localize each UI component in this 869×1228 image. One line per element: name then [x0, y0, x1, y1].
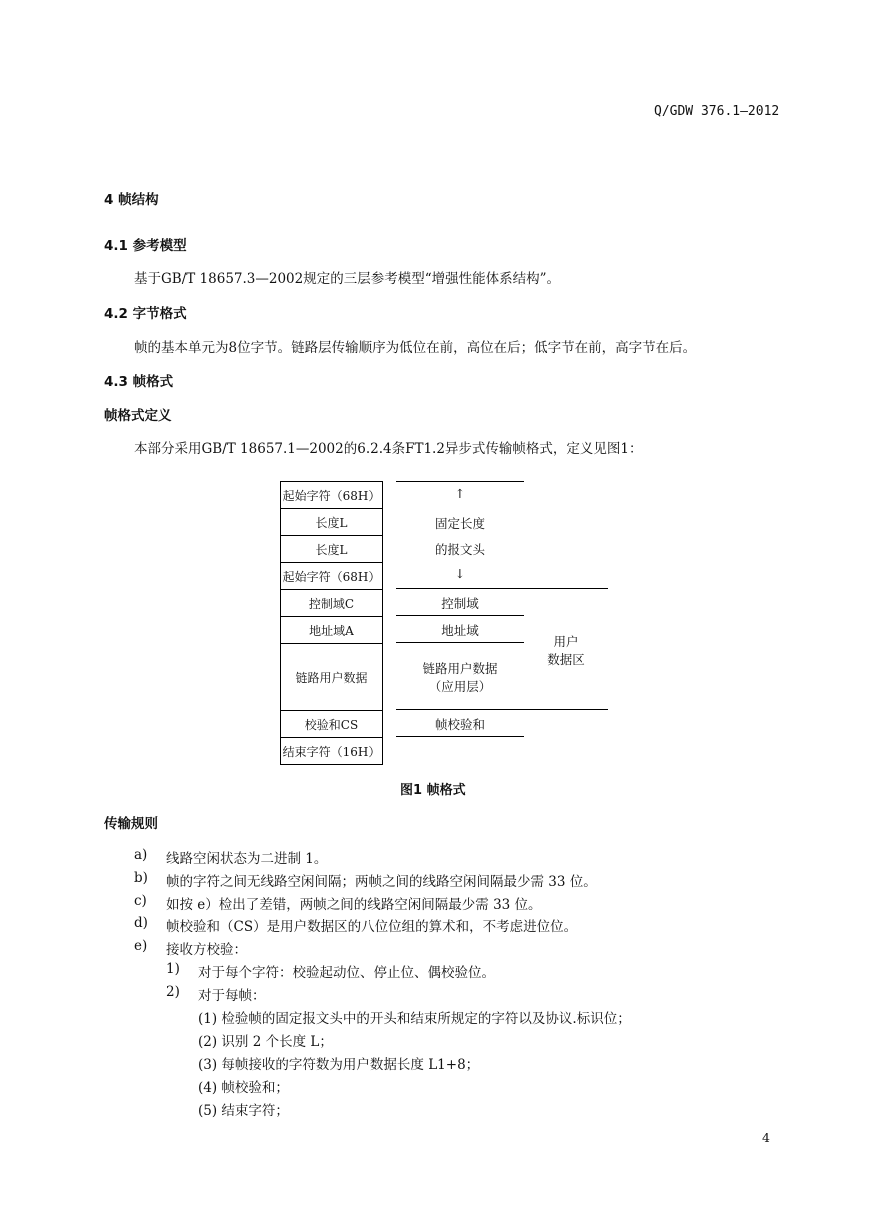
address-field-label: 地址域 — [441, 623, 479, 638]
bracket-line-checksum-end — [396, 736, 524, 737]
section-4-1-body: 基于GB/T 18657.3—2002规定的三层参考模型“增强性能体系结构”。 — [134, 271, 561, 287]
frame-definition-body: 本部分采用GB/T 18657.1—2002的6.2.4条FT1.2异步式传输帧格式，定义见图1： — [134, 441, 643, 457]
rule-a-text: 线路空闲状态为二进制 1。 — [166, 851, 328, 867]
rule-e-marker: e) — [134, 938, 148, 954]
rule-e-2-item-2: (2) 识别 2 个长度 L； — [198, 1034, 333, 1050]
rule-e-2-item-3: (3) 每帧接收的字符数为用户数据长度 L1+8； — [198, 1057, 480, 1073]
rule-d-marker: d) — [134, 915, 148, 931]
frame-cell-start-char-2: 起始字符（68H） — [281, 563, 382, 590]
fixed-length-label-line2: 的报文头 — [434, 542, 485, 557]
transmission-rules-title: 传输规则 — [104, 816, 158, 832]
rule-a-marker: a) — [134, 847, 148, 863]
section-4-title: 4 帧结构 — [104, 192, 159, 208]
bracket-line-address-end — [396, 642, 524, 643]
frame-definition-title: 帧格式定义 — [104, 408, 172, 424]
frame-cell-start-char-1: 起始字符（68H） — [281, 482, 382, 509]
frame-cell-length-1: 长度L — [281, 509, 382, 536]
figure-caption: 图1 帧格式 — [400, 783, 466, 798]
frame-cell-control: 控制域C — [281, 590, 382, 617]
frame-cell-checksum: 校验和CS — [281, 711, 382, 738]
bracket-line-header-end — [396, 588, 608, 589]
rule-e-2-item-1: (1) 检验帧的固定报文头中的开头和结束所规定的字符以及协议.标识位； — [198, 1011, 631, 1027]
fixed-length-label-line1: 固定长度 — [434, 516, 485, 531]
rule-e-2-text: 对于每帧： — [198, 988, 266, 1004]
rule-d-text: 帧校验和（CS）是用户数据区的八位位组的算术和，不考虑进位位。 — [166, 919, 578, 935]
link-user-data-label-line1: 链路用户数据 — [422, 661, 498, 676]
rule-b-marker: b) — [134, 870, 148, 886]
frame-cell-end-char: 结束字符（16H） — [281, 738, 382, 765]
rule-c-text: 如按 e）检出了差错，两帧之间的线路空闲间隔最少需 33 位。 — [166, 897, 542, 913]
user-data-area-label-line2: 数据区 — [547, 652, 585, 667]
rule-c-marker: c) — [134, 893, 147, 909]
section-4-1-title: 4.1 参考模型 — [104, 238, 187, 254]
arrow-up-icon: ↑ — [454, 486, 466, 501]
rule-e-1-text: 对于每个字符：校验起动位、停止位、偶校验位。 — [198, 965, 495, 981]
rule-b-text: 帧的字符之间无线路空闲间隔；两帧之间的线路空闲间隔最少需 33 位。 — [166, 874, 597, 890]
checksum-label: 帧校验和 — [434, 717, 485, 732]
bracket-line-control-end — [396, 615, 524, 616]
document-standard-number: Q/GDW 376.1—2012 — [654, 104, 780, 119]
section-4-2-body: 帧的基本单元为8位字节。链路层传输顺序为低位在前，高位在后；低字节在前，高字节在后。 — [134, 340, 697, 356]
frame-cell-length-2: 长度L — [281, 536, 382, 563]
control-field-label: 控制域 — [441, 596, 479, 611]
bracket-line-top — [396, 481, 524, 482]
link-user-data-label-line2: （应用层） — [428, 679, 492, 694]
frame-format-table — [280, 481, 383, 765]
page-number: 4 — [762, 1130, 770, 1145]
frame-cell-address: 地址域A — [281, 617, 382, 644]
rule-e-2-marker: 2) — [166, 984, 180, 1000]
user-data-area-label-line1: 用户 — [553, 634, 579, 649]
rule-e-1-marker: 1) — [166, 961, 180, 977]
section-4-2-title: 4.2 字节格式 — [104, 306, 187, 322]
rule-e-text: 接收方校验： — [166, 942, 247, 958]
rule-e-2-item-5: (5) 结束字符； — [198, 1103, 289, 1119]
arrow-down-icon: ↓ — [454, 566, 466, 581]
bracket-line-user-data-end — [396, 709, 608, 710]
rule-e-2-item-4: (4) 帧校验和； — [198, 1080, 289, 1096]
section-4-3-title: 4.3 帧格式 — [104, 374, 174, 390]
frame-cell-link-user-data: 链路用户数据 — [281, 644, 382, 711]
